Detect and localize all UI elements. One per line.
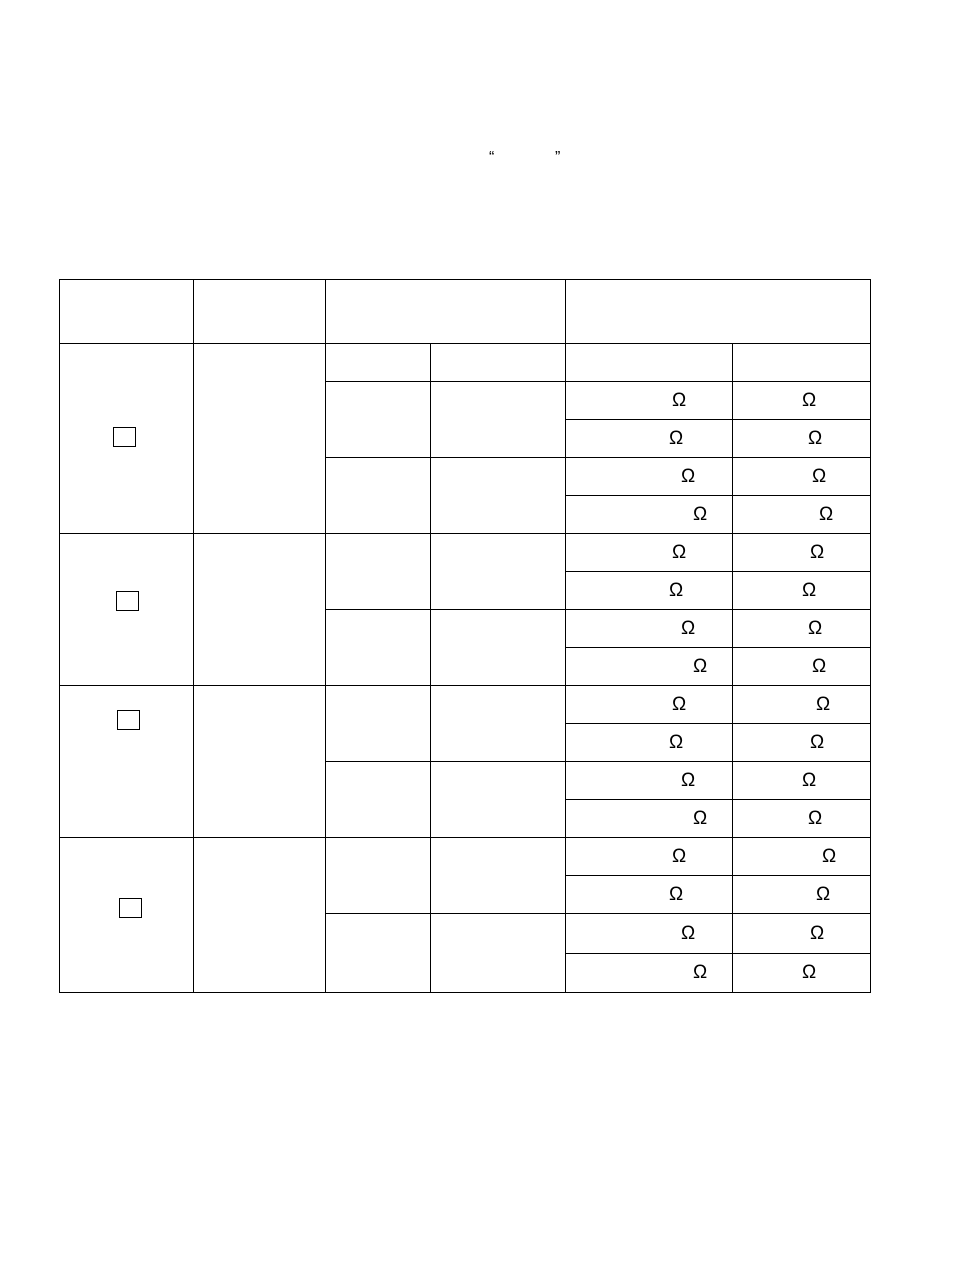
- table-row: [60, 534, 871, 572]
- table-cell: [431, 686, 566, 762]
- omega-cell: [733, 648, 871, 686]
- table-cell: [326, 610, 431, 686]
- table-cell: [326, 382, 431, 458]
- omega-cell: [733, 458, 871, 496]
- omega-cell: [733, 914, 871, 954]
- subheader-cell-3: [566, 344, 733, 382]
- table-header-row: [60, 280, 871, 344]
- group-2-checkbox-cell: [60, 534, 194, 686]
- header-cell-1: [60, 280, 194, 344]
- omega-cell: [733, 420, 871, 458]
- omega-symbol: Ω: [816, 693, 831, 715]
- table-cell: [431, 914, 566, 993]
- group-4-checkbox[interactable]: [119, 898, 142, 918]
- table-cell: [326, 534, 431, 610]
- omega-cell: [566, 534, 733, 572]
- omega-symbol: Ω: [681, 922, 696, 944]
- table-row: [60, 838, 871, 876]
- omega-symbol: Ω: [810, 541, 825, 563]
- omega-symbol: Ω: [802, 389, 817, 411]
- omega-cell: [733, 610, 871, 648]
- omega-symbol: Ω: [819, 503, 834, 525]
- header-cell-3: [326, 280, 566, 344]
- table-subheader-row: [60, 344, 871, 382]
- group-2-checkbox[interactable]: [116, 591, 139, 611]
- omega-cell: [733, 876, 871, 914]
- omega-cell: [566, 458, 733, 496]
- group-4-checkbox-cell: [60, 838, 194, 993]
- omega-cell: [733, 534, 871, 572]
- opening-quote-mark: “: [489, 149, 495, 166]
- omega-symbol: Ω: [672, 845, 687, 867]
- omega-cell: [733, 762, 871, 800]
- omega-symbol: Ω: [802, 579, 817, 601]
- omega-symbol: Ω: [812, 655, 827, 677]
- table-cell: [431, 762, 566, 838]
- omega-symbol: Ω: [672, 693, 687, 715]
- table-cell: [431, 838, 566, 914]
- omega-cell: [733, 800, 871, 838]
- omega-cell: [733, 382, 871, 420]
- table-cell: [431, 458, 566, 534]
- group-1-checkbox-cell: [60, 344, 194, 534]
- omega-cell: [566, 838, 733, 876]
- omega-cell: [733, 954, 871, 993]
- header-cell-4: [566, 280, 871, 344]
- omega-symbol: Ω: [669, 427, 684, 449]
- group-1-cell: [194, 344, 326, 534]
- omega-cell: [566, 382, 733, 420]
- omega-symbol: Ω: [808, 807, 823, 829]
- table-cell: [326, 458, 431, 534]
- group-3-checkbox[interactable]: [117, 710, 140, 730]
- omega-cell: [733, 838, 871, 876]
- data-table: [59, 279, 871, 993]
- header-cell-2: [194, 280, 326, 344]
- group-2-cell: [194, 534, 326, 686]
- omega-symbol: Ω: [822, 845, 837, 867]
- omega-symbol: Ω: [693, 962, 708, 983]
- omega-symbol: Ω: [802, 769, 817, 791]
- omega-cell: [566, 876, 733, 914]
- table-cell: [326, 686, 431, 762]
- omega-symbol: Ω: [810, 922, 825, 944]
- omega-symbol: Ω: [693, 807, 708, 829]
- subheader-cell-4: [733, 344, 871, 382]
- subheader-cell-2: [431, 344, 566, 382]
- group-4-cell: [194, 838, 326, 993]
- omega-cell: [733, 724, 871, 762]
- omega-symbol: Ω: [812, 465, 827, 487]
- omega-symbol: Ω: [810, 731, 825, 753]
- group-3-cell: [194, 686, 326, 838]
- omega-symbol: Ω: [681, 465, 696, 487]
- omega-symbol: Ω: [808, 427, 823, 449]
- omega-symbol: Ω: [802, 962, 817, 983]
- table-cell: [431, 534, 566, 610]
- omega-cell: [566, 762, 733, 800]
- table-cell: [431, 382, 566, 458]
- omega-cell: [566, 648, 733, 686]
- omega-cell: [566, 572, 733, 610]
- omega-cell: [733, 572, 871, 610]
- closing-quote-mark: ”: [555, 149, 561, 166]
- omega-symbol: Ω: [669, 579, 684, 601]
- omega-cell: [566, 724, 733, 762]
- subheader-cell-1: [326, 344, 431, 382]
- omega-cell: [566, 800, 733, 838]
- omega-symbol: Ω: [808, 617, 823, 639]
- omega-symbol: Ω: [681, 769, 696, 791]
- omega-symbol: Ω: [669, 731, 684, 753]
- omega-cell: [566, 914, 733, 954]
- table-cell: [431, 610, 566, 686]
- omega-cell: [733, 496, 871, 534]
- table-cell: [326, 838, 431, 914]
- omega-symbol: Ω: [672, 541, 687, 563]
- table-cell: [326, 762, 431, 838]
- omega-symbol: Ω: [681, 617, 696, 639]
- group-3-checkbox-cell: [60, 686, 194, 838]
- omega-cell: [566, 496, 733, 534]
- omega-symbol: Ω: [816, 883, 831, 905]
- omega-cell: [566, 954, 733, 993]
- table-cell: [326, 914, 431, 993]
- omega-symbol: Ω: [693, 655, 708, 677]
- omega-cell: [566, 420, 733, 458]
- omega-symbol: Ω: [669, 883, 684, 905]
- omega-cell: [566, 686, 733, 724]
- omega-symbol: Ω: [693, 503, 708, 525]
- table-row: [60, 686, 871, 724]
- omega-cell: [566, 610, 733, 648]
- group-1-checkbox[interactable]: [113, 427, 136, 447]
- omega-symbol: Ω: [672, 389, 687, 411]
- omega-cell: [733, 686, 871, 724]
